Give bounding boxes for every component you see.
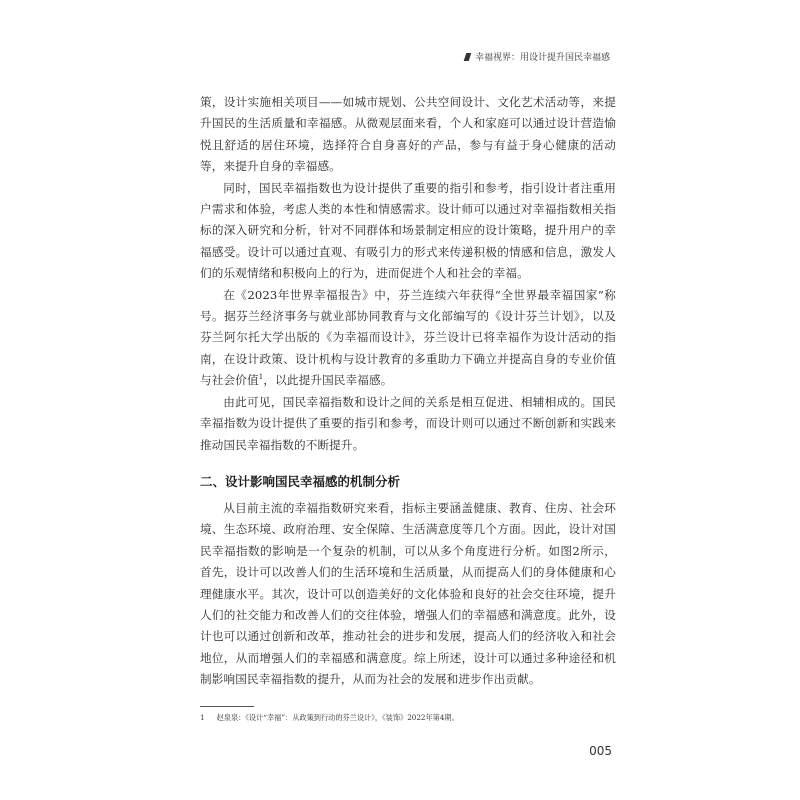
running-title: 幸福视界：用设计提升国民幸福感 [474, 53, 610, 63]
footnote-text: 赵泉泉：《设计“幸福”：从政策到行动的芬兰设计》，《装饰》2022年第4期。 [216, 713, 459, 722]
running-header [465, 50, 610, 63]
paragraph-5: 从目前主流的幸福指数研究来看，指标主要涵盖健康、教育、住房、社会环境、生态环境、政府治理、安全保障、生活满意度等几个方面。因此，设计对国民幸福指数的影响是一个复杂的机制，可以从多个角度进行分析。如图2所示，首先，设计可以改善人们的生活环境和生活质量，从而提高人们的身体健康和心理健康水平。其次，设计可以创造美好的文化体验和良好的社会交往环境，提升人们的社交能力和改善人们的交往体验，增强人们的幸福感和满意度。此外，设计也可以通过创新和改革，推动社会的进步和发展，提高人们的经济收入和社会地位，从而增强人们的幸福感和满意度。综上所述，设计可以通过多种途径和机制影响国民幸福指数的提升，从而为社会的发展和进步作出贡献。 [200, 500, 616, 687]
paragraph-3 [200, 285, 616, 392]
paragraph-3-text: 在《2023年世界幸福报告》中，芬兰连续六年获得“全世界最幸福国家”称号。据芬兰经济事务与就业部协同教育与文化部编写的《设计芬兰计划》，以及芬兰阿尔托大学出版的《为幸福而设计》，芬兰设计已将幸福作为设计活动的指南，在设计政策、设计机构与设计教育的多重助力下确立并提高自身的专业价值与社会价值 [200, 287, 616, 388]
paragraph-3-tail: ，以此提升国民幸福感。 [263, 373, 393, 388]
paragraph-2: 同时，国民幸福指数也为设计提供了重要的指引和参考，指引设计者注重用户需求和体验，考虑人类的本性和情感需求。设计师可以通过对幸福指数相关指标的深入研究和分析，针对不同群体和场景制定相应的设计策略，提升用户的幸福感受。设计可以通过直观、有吸引力的形式来传递积极的情感和信息，激发人们的乐观情绪和积极向上的行为，进而促进个人和社会的幸福。 [200, 180, 616, 281]
footnote-number: 1 [200, 713, 205, 722]
page-body [200, 92, 616, 691]
footnote-reference[interactable]: 1 [258, 373, 264, 382]
footnote-divider [200, 706, 254, 707]
footnote [200, 713, 459, 723]
page-number: 005 [589, 744, 612, 758]
paragraph-1: 策，设计实施相关项目——如城市规划、公共空间设计、文化艺术活动等，来提升国民的生活质量和幸福感。从微观层面来看，个人和家庭可以通过设计营造愉悦且舒适的居住环境，选择符合自身喜好的产品，参与有益于身心健康的活动等，来提升自身的幸福感。 [200, 95, 616, 174]
section-heading: 二、设计影响国民幸福感的机制分析 [200, 473, 401, 489]
header-mark-icon [464, 53, 472, 61]
paragraph-4: 由此可见，国民幸福指数和设计之间的关系是相互促进、相辅相成的。国民幸福指数为设计提供了重要的指引和参考，而设计则可以通过不断创新和实践来推动国民幸福指数的不断提升。 [200, 394, 616, 452]
